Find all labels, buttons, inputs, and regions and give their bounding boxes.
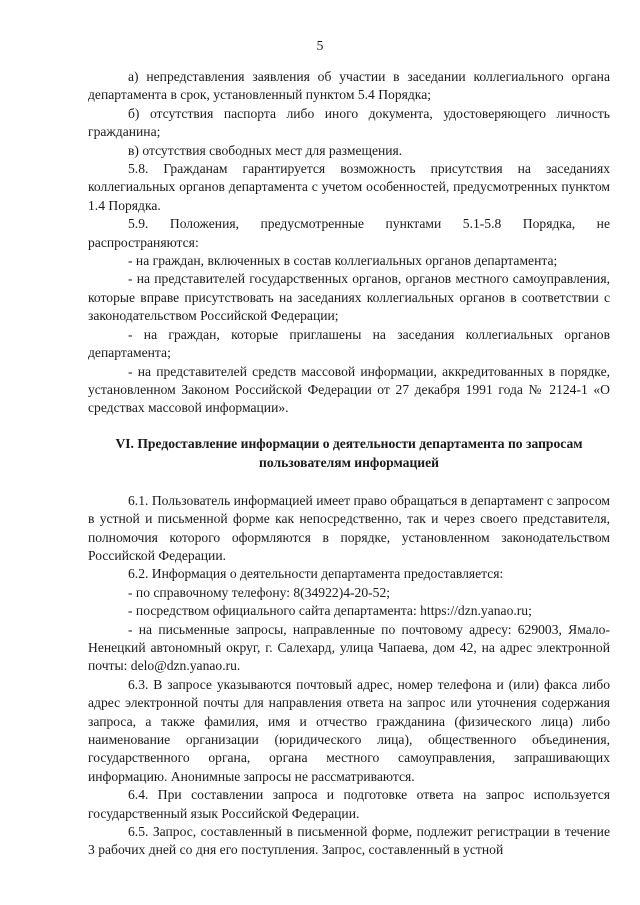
list-item: - на представителей средств массовой информации, аккредитованных в порядке, установленном Законом Российской Федерации от 27 декабря 1991 года № 2124-1 «О средствах массовой информации».	[88, 363, 610, 416]
list-item: - на представителей государственных органов, органов местного самоуправления, которые вправе присутствовать на заседаниях коллегиальных органов в соответствии с законодательством Российской Федерации;	[88, 271, 610, 324]
list-item: - на граждан, которые приглашены на заседания коллегиальных органов департамента;	[88, 326, 610, 361]
paragraph-item-c: в) отсутствия свободных мест для размещения.	[128, 142, 403, 158]
paragraph-6-1: 6.1. Пользователь информацией имеет право обращаться в департамент с запросом в устной и письменной форме как непосредственно, так и через своего представителя, полномочия которого оформляются в порядке, установленном законодательством Российской Федерации.	[88, 492, 610, 563]
paragraph-item-b: б) отсутствия паспорта либо иного документа, удостоверяющего личность гражданина;	[88, 105, 610, 140]
list-item: - по справочному телефону: 8(34922)4-20-52;	[128, 584, 391, 600]
paragraph-6-5: 6.5. Запрос, составленный в письменной форме, подлежит регистрации в течение 3 рабочих дней со дня его поступления. Запрос, составленный в устной	[88, 824, 610, 858]
list-item: - на письменные запросы, направленные по почтовому адресу: 629003, Ямало-Ненецкий автономный округ, г. Салехард, улица Чапаева, дом 42, на адрес электронной почты: delo@dzn.yanao.ru.	[88, 621, 610, 674]
paragraph-6-2: 6.2. Информация о деятельности департамента предоставляется:	[128, 566, 504, 582]
paragraph-5-8: 5.8. Гражданам гарантируется возможность присутствия на заседаниях коллегиальных органов департамента с учетом особенностей, предусмотренных пунктом 1.4 Порядка.	[88, 161, 610, 213]
paragraph-6-4: 6.4. При составлении запроса и подготовке ответа на запрос используется государственный язык Российской Федерации.	[88, 787, 610, 821]
list-item: - посредством официального сайта департамента: https://dzn.yanao.ru;	[128, 603, 532, 619]
list-item: - на граждан, включенных в состав коллегиальных органов департамента;	[128, 253, 558, 269]
paragraph-5-9: 5.9. Положения, предусмотренные пунктами 5.1-5.8 Порядка, не распространяются:	[88, 216, 610, 250]
page-number: 5	[316, 38, 324, 53]
document-body	[88, 68, 610, 860]
paragraph-item-a: а) непредставления заявления об участии в заседании коллегиального органа департамента в срок, установленный пунктом 5.4 Порядка;	[88, 69, 610, 103]
paragraph-6-3: 6.3. В запросе указываются почтовый адрес, номер телефона и (или) факса либо адрес электронной почты для направления ответа на запрос или уточнения содержания запроса, а также фамилия, имя и отчество гражданина (физического лица) либо наименование организации (юридического лица), общественного объединения, государственного органа, органа местного самоуправления, запрашивающих информацию. Анонимные запросы не рассматриваются.	[88, 676, 610, 784]
section-heading: VI. Предоставление информации о деятельности департамента по запросам пользователям информацией	[115, 435, 583, 470]
